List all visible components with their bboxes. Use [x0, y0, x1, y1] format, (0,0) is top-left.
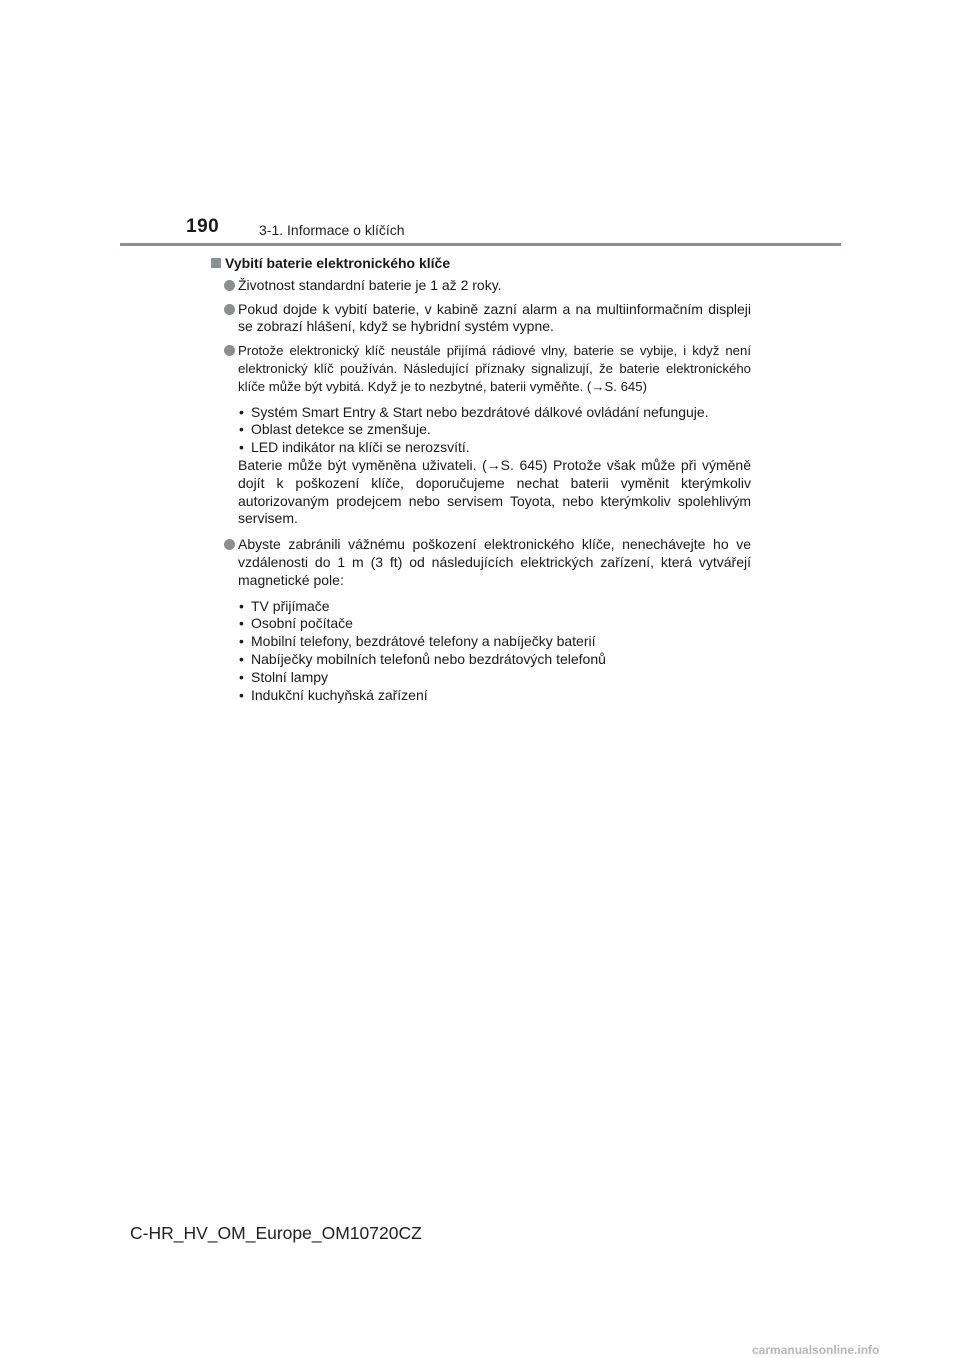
sub-list-item: • Stolní lampy — [238, 669, 751, 687]
header-rule — [120, 243, 841, 246]
footer-doc-code: C-HR_HV_OM_Europe_OM10720CZ — [130, 1223, 422, 1243]
page-number: 190 — [186, 216, 220, 237]
square-bullet-icon — [211, 258, 221, 268]
circle-bullet-icon — [224, 280, 235, 291]
sub-list-item: • Systém Smart Entry & Start nebo bezdrátové dálkové ovládání nefunguje. — [238, 404, 751, 422]
item-text: Abyste zabránili vážnému poškození elektronického klíče, nenechávejte ho ve vzdálenosti do 1 m (3 ft) od následujících elektrických zařízení, která vytvářejí magnetické pole: — [238, 536, 751, 588]
section-heading — [211, 255, 751, 273]
circle-bullet-icon — [224, 539, 235, 550]
item-text: Pokud dojde k vybití baterie, v kabině zazní alarm a na multiinformačním displeji se zobrazí hlášení, když se hybridní systém vypne. — [238, 300, 751, 335]
watermark: carmanualsonline.info — [752, 1343, 880, 1357]
sub-list-item: • Indukční kuchyňská zařízení — [238, 687, 751, 705]
circle-bullet-icon — [224, 345, 235, 356]
list-item — [211, 342, 751, 528]
list-item — [211, 301, 751, 337]
circle-bullet-icon — [224, 304, 235, 315]
heading-text: Vybití baterie elektronického klíče — [225, 255, 451, 271]
sub-list-item: • Oblast detekce se zmenšuje. — [238, 421, 751, 439]
item-text: Životnost standardní baterie je 1 až 2 roky. — [238, 276, 502, 293]
content-body — [211, 255, 751, 710]
device-list — [238, 598, 751, 705]
sub-list-item: • Mobilní telefony, bezdrátové telefony a nabíječky baterií — [238, 633, 751, 651]
replacement-note: Baterie může být vyměněna uživateli. (→S. 645) Protože však může při výměně dojít k poškození klíče, doporučujeme nechat baterii vyměnit kterýmkoliv autorizovaným prodejcem nebo servisem Toyota, nebo kterýmkoliv spolehlivým servisem. — [238, 456, 751, 527]
sub-list-item: • Nabíječky mobilních telefonů nebo bezdrátových telefonů — [238, 651, 751, 669]
symptom-list — [238, 404, 751, 457]
sub-list-item: • LED indikátor na klíči se nerozsvítí. — [238, 439, 751, 457]
section-title: 3-1. Informace o klíčích — [259, 222, 405, 238]
sub-list-item: • Osobní počítače — [238, 615, 751, 633]
sub-list-item: • TV přijímače — [238, 598, 751, 616]
list-item — [211, 277, 751, 295]
list-item — [211, 536, 751, 704]
item-text: Protože elektronický klíč neustále přijímá rádiové vlny, baterie se vybije, i když není elektronický klíč používán. Následující příznaky signalizují, že baterie elektronického klíče může být vybitá. Když je to nezbytné, baterii vyměňte. (→S. 645) — [238, 343, 751, 394]
